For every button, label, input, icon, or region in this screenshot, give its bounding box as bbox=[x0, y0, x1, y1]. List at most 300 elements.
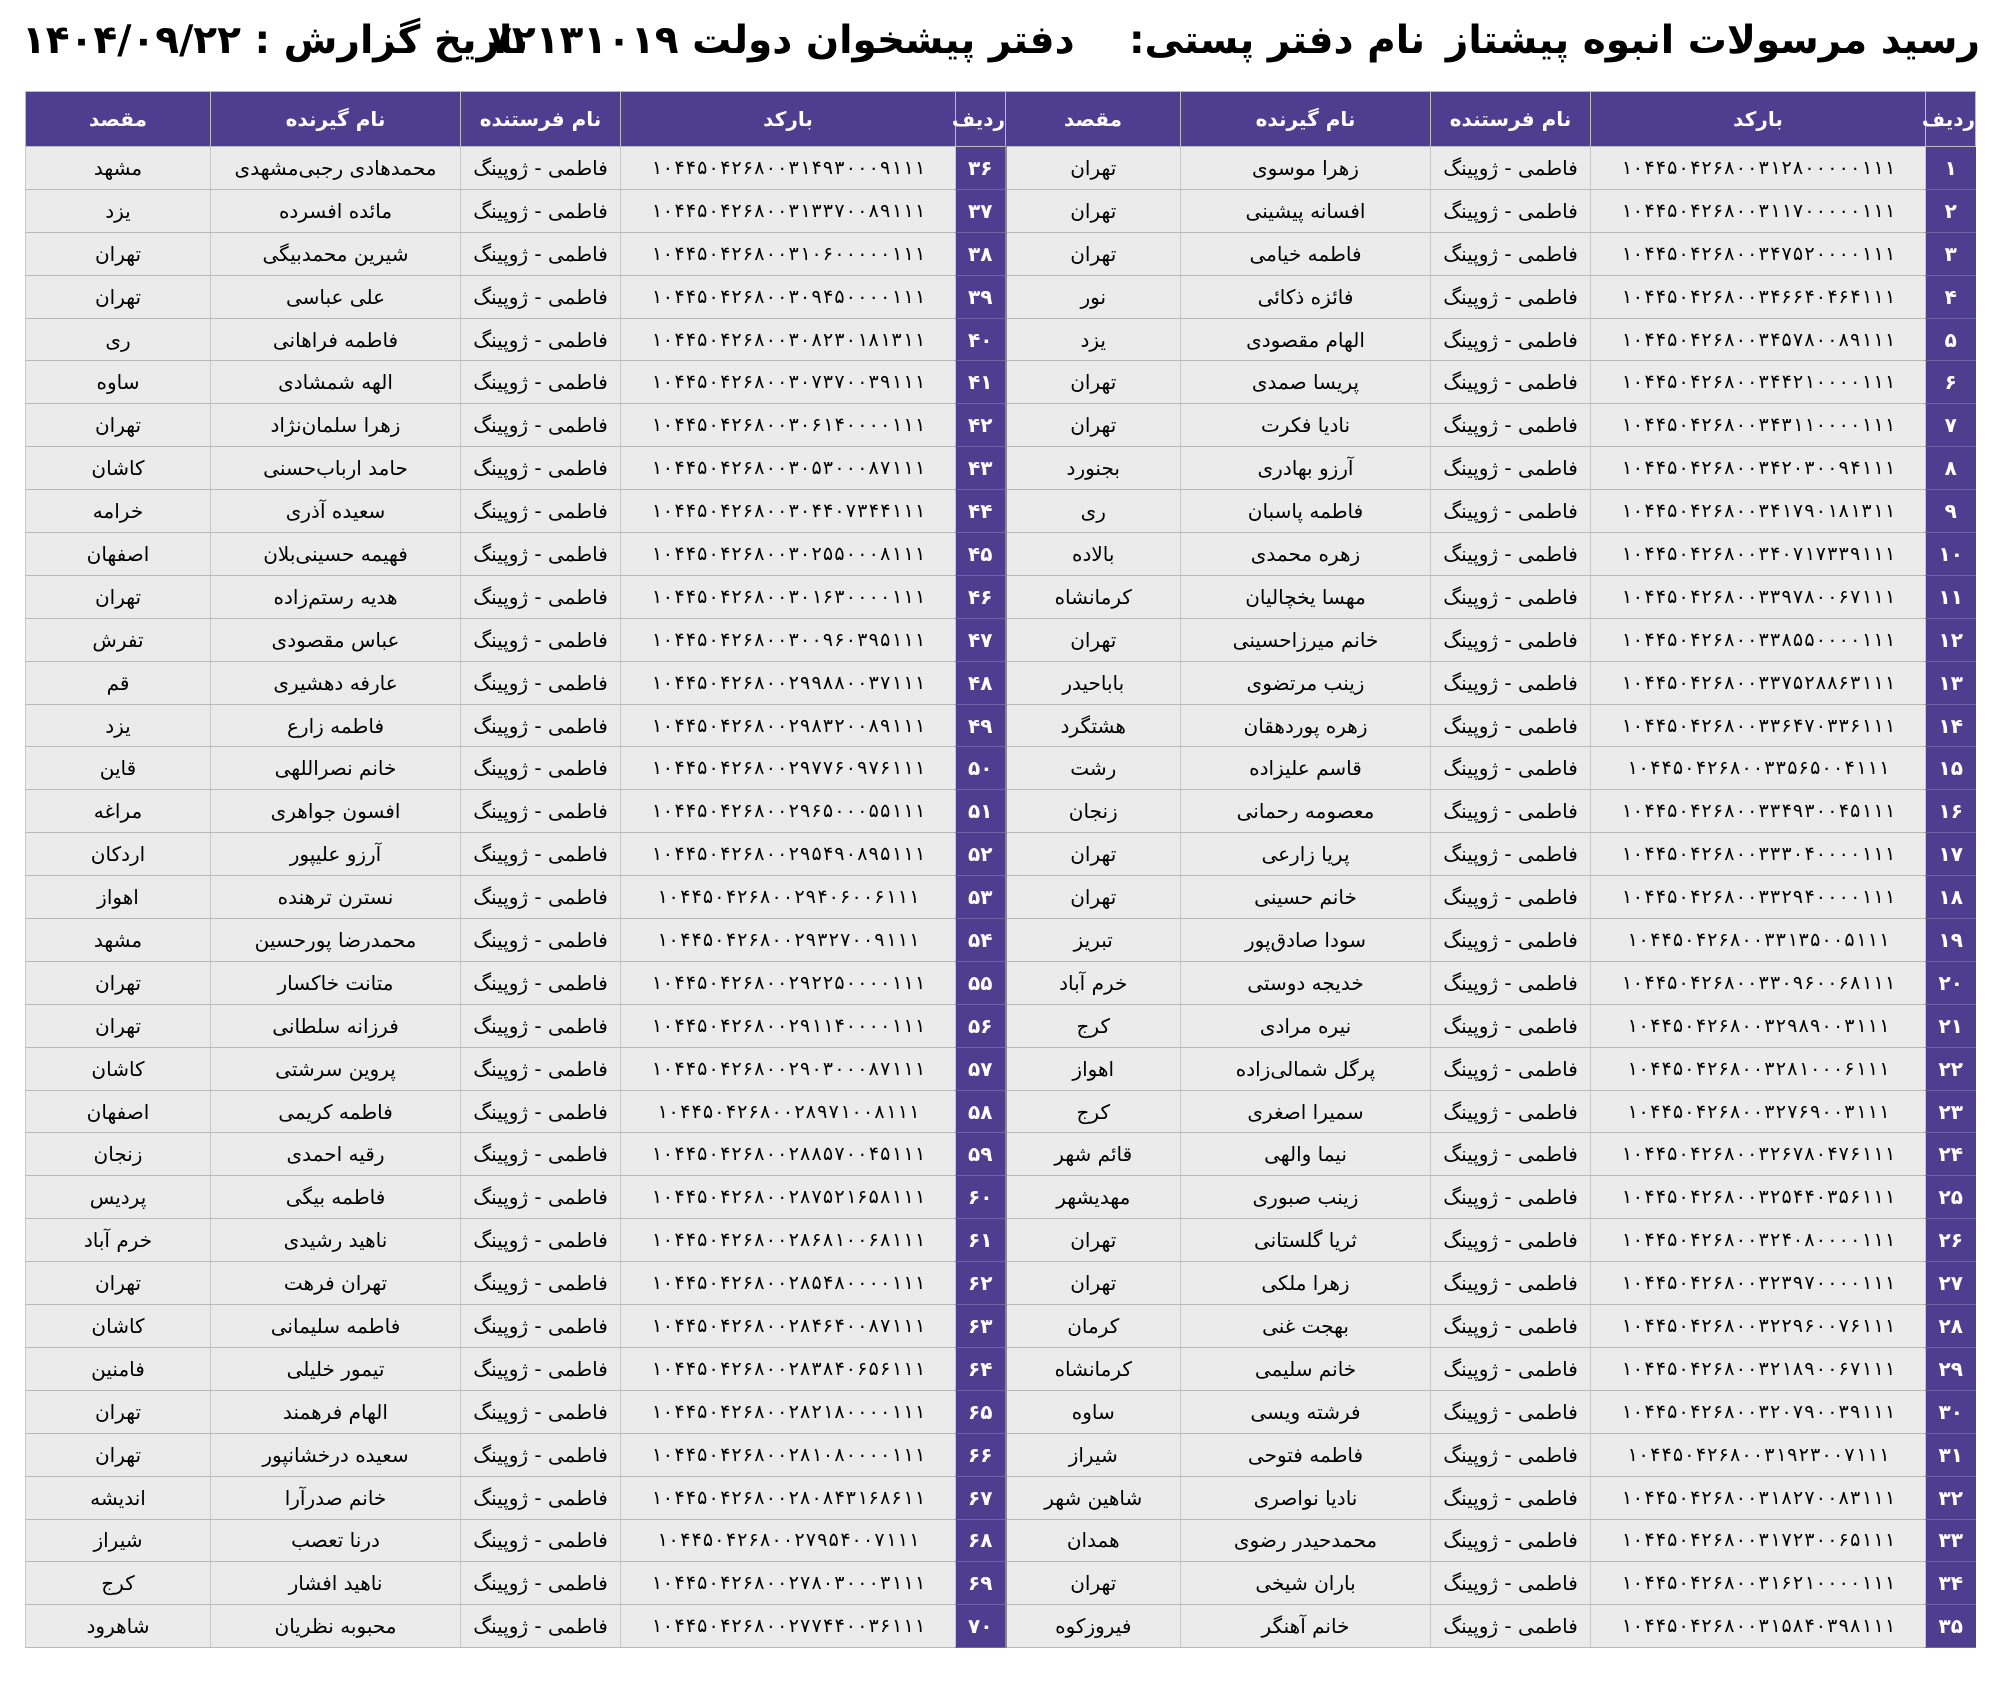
recipient-cell[interactable]: فاطمه خیامی bbox=[1181, 232, 1431, 275]
row-number-cell[interactable]: ۴۴ bbox=[956, 490, 1006, 533]
col-header-recipient-2[interactable]: نام گیرنده bbox=[211, 92, 461, 147]
destination-cell[interactable]: مشهد bbox=[26, 919, 211, 962]
row-number-cell[interactable]: ۲۴ bbox=[1926, 1133, 1976, 1176]
recipient-cell[interactable]: نادیا فکرت bbox=[1181, 404, 1431, 447]
barcode-cell[interactable]: ۱۰۴۴۵۰۴۲۶۸۰۰۳۴۶۶۴۰۴۶۴۱۱۱ bbox=[1591, 275, 1926, 318]
barcode-cell[interactable]: ۱۰۴۴۵۰۴۲۶۸۰۰۳۱۰۶۰۰۰۰۰۱۱۱ bbox=[621, 232, 956, 275]
recipient-cell[interactable]: فاطمه پاسبان bbox=[1181, 490, 1431, 533]
sender-cell[interactable]: فاطمی - ژوپینگ bbox=[461, 490, 621, 533]
recipient-cell[interactable]: درنا تعصب bbox=[211, 1519, 461, 1562]
destination-cell[interactable]: خرم آباد bbox=[1006, 961, 1181, 1004]
barcode-cell[interactable]: ۱۰۴۴۵۰۴۲۶۸۰۰۲۸۴۶۴۰۰۸۷۱۱۱ bbox=[621, 1305, 956, 1348]
destination-cell[interactable]: فامنین bbox=[26, 1347, 211, 1390]
destination-cell[interactable]: زنجان bbox=[1006, 790, 1181, 833]
barcode-cell[interactable]: ۱۰۴۴۵۰۴۲۶۸۰۰۳۰۲۵۵۰۰۰۸۱۱۱ bbox=[621, 533, 956, 576]
destination-cell[interactable]: تهران bbox=[1006, 618, 1181, 661]
destination-cell[interactable]: قم bbox=[26, 661, 211, 704]
sender-cell[interactable]: فاطمی - ژوپینگ bbox=[1431, 1133, 1591, 1176]
row-number-cell[interactable]: ۳۳ bbox=[1926, 1519, 1976, 1562]
barcode-cell[interactable]: ۱۰۴۴۵۰۴۲۶۸۰۰۲۹۴۰۶۰۰۶۱۱۱ bbox=[621, 876, 956, 919]
barcode-cell[interactable]: ۱۰۴۴۵۰۴۲۶۸۰۰۳۱۹۲۳۰۰۷۱۱۱ bbox=[1591, 1433, 1926, 1476]
sender-cell[interactable]: فاطمی - ژوپینگ bbox=[1431, 1605, 1591, 1648]
barcode-cell[interactable]: ۱۰۴۴۵۰۴۲۶۸۰۰۲۸۱۰۸۰۰۰۰۱۱۱ bbox=[621, 1433, 956, 1476]
destination-cell[interactable]: تهران bbox=[26, 1390, 211, 1433]
destination-cell[interactable]: شیراز bbox=[26, 1519, 211, 1562]
sender-cell[interactable]: فاطمی - ژوپینگ bbox=[461, 1047, 621, 1090]
destination-cell[interactable]: اصفهان bbox=[26, 1090, 211, 1133]
row-number-cell[interactable]: ۶۴ bbox=[956, 1347, 1006, 1390]
destination-cell[interactable]: کاشان bbox=[26, 447, 211, 490]
sender-cell[interactable]: فاطمی - ژوپینگ bbox=[461, 1219, 621, 1262]
recipient-cell[interactable]: سعیده آذری bbox=[211, 490, 461, 533]
row-number-cell[interactable]: ۱ bbox=[1926, 147, 1976, 190]
barcode-cell[interactable]: ۱۰۴۴۵۰۴۲۶۸۰۰۳۲۴۰۸۰۰۰۰۱۱۱ bbox=[1591, 1219, 1926, 1262]
col-header-destination-2[interactable]: مقصد bbox=[26, 92, 211, 147]
barcode-cell[interactable]: ۱۰۴۴۵۰۴۲۶۸۰۰۲۸۷۵۲۱۶۵۸۱۱۱ bbox=[621, 1176, 956, 1219]
destination-cell[interactable]: تهران bbox=[1006, 833, 1181, 876]
barcode-cell[interactable]: ۱۰۴۴۵۰۴۲۶۸۰۰۲۸۳۸۴۰۶۵۶۱۱۱ bbox=[621, 1347, 956, 1390]
destination-cell[interactable]: اندیشه bbox=[26, 1476, 211, 1519]
row-number-cell[interactable]: ۵۱ bbox=[956, 790, 1006, 833]
recipient-cell[interactable]: فائزه ذکائی bbox=[1181, 275, 1431, 318]
sender-cell[interactable]: فاطمی - ژوپینگ bbox=[1431, 1219, 1591, 1262]
row-number-cell[interactable]: ۸ bbox=[1926, 447, 1976, 490]
barcode-cell[interactable]: ۱۰۴۴۵۰۴۲۶۸۰۰۲۸۰۸۴۳۱۶۸۶۱۱ bbox=[621, 1476, 956, 1519]
barcode-cell[interactable]: ۱۰۴۴۵۰۴۲۶۸۰۰۳۳۲۹۴۰۰۰۰۱۱۱ bbox=[1591, 876, 1926, 919]
recipient-cell[interactable]: عباس مقصودی bbox=[211, 618, 461, 661]
destination-cell[interactable]: تهران bbox=[1006, 1262, 1181, 1305]
row-number-cell[interactable]: ۶۹ bbox=[956, 1562, 1006, 1605]
barcode-cell[interactable]: ۱۰۴۴۵۰۴۲۶۸۰۰۳۱۸۲۷۰۰۸۳۱۱۱ bbox=[1591, 1476, 1926, 1519]
sender-cell[interactable]: فاطمی - ژوپینگ bbox=[1431, 747, 1591, 790]
row-number-cell[interactable]: ۲۵ bbox=[1926, 1176, 1976, 1219]
barcode-cell[interactable]: ۱۰۴۴۵۰۴۲۶۸۰۰۳۳۷۵۲۸۸۶۳۱۱۱ bbox=[1591, 661, 1926, 704]
destination-cell[interactable]: قائم شهر bbox=[1006, 1133, 1181, 1176]
sender-cell[interactable]: فاطمی - ژوپینگ bbox=[1431, 490, 1591, 533]
recipient-cell[interactable]: سعیده درخشانپور bbox=[211, 1433, 461, 1476]
sender-cell[interactable]: فاطمی - ژوپینگ bbox=[461, 575, 621, 618]
row-number-cell[interactable]: ۳۶ bbox=[956, 147, 1006, 190]
recipient-cell[interactable]: فاطمه بیگی bbox=[211, 1176, 461, 1219]
recipient-cell[interactable]: پروین سرشتی bbox=[211, 1047, 461, 1090]
row-number-cell[interactable]: ۱۷ bbox=[1926, 833, 1976, 876]
recipient-cell[interactable]: تیمور خلیلی bbox=[211, 1347, 461, 1390]
destination-cell[interactable]: اصفهان bbox=[26, 533, 211, 576]
sender-cell[interactable]: فاطمی - ژوپینگ bbox=[1431, 447, 1591, 490]
row-number-cell[interactable]: ۱۴ bbox=[1926, 704, 1976, 747]
destination-cell[interactable]: کرمانشاه bbox=[1006, 1347, 1181, 1390]
sender-cell[interactable]: فاطمی - ژوپینگ bbox=[1431, 189, 1591, 232]
row-number-cell[interactable]: ۲۱ bbox=[1926, 1004, 1976, 1047]
row-number-cell[interactable]: ۴۹ bbox=[956, 704, 1006, 747]
recipient-cell[interactable]: ناهید رشیدی bbox=[211, 1219, 461, 1262]
row-number-cell[interactable]: ۵۲ bbox=[956, 833, 1006, 876]
recipient-cell[interactable]: علی عباسی bbox=[211, 275, 461, 318]
sender-cell[interactable]: فاطمی - ژوپینگ bbox=[1431, 1347, 1591, 1390]
sender-cell[interactable]: فاطمی - ژوپینگ bbox=[461, 1519, 621, 1562]
destination-cell[interactable]: اردکان bbox=[26, 833, 211, 876]
recipient-cell[interactable]: فاطمه زارع bbox=[211, 704, 461, 747]
recipient-cell[interactable]: زینب صبوری bbox=[1181, 1176, 1431, 1219]
barcode-cell[interactable]: ۱۰۴۴۵۰۴۲۶۸۰۰۳۳۸۵۵۰۰۰۰۱۱۱ bbox=[1591, 618, 1926, 661]
sender-cell[interactable]: فاطمی - ژوپینگ bbox=[461, 1305, 621, 1348]
row-number-cell[interactable]: ۷۰ bbox=[956, 1605, 1006, 1648]
sender-cell[interactable]: فاطمی - ژوپینگ bbox=[1431, 1090, 1591, 1133]
recipient-cell[interactable]: متانت خاکسار bbox=[211, 961, 461, 1004]
recipient-cell[interactable]: فاطمه کریمی bbox=[211, 1090, 461, 1133]
sender-cell[interactable]: فاطمی - ژوپینگ bbox=[461, 1562, 621, 1605]
destination-cell[interactable]: یزد bbox=[26, 189, 211, 232]
barcode-cell[interactable]: ۱۰۴۴۵۰۴۲۶۸۰۰۲۸۲۱۸۰۰۰۰۱۱۱ bbox=[621, 1390, 956, 1433]
recipient-cell[interactable]: فرشته ویسی bbox=[1181, 1390, 1431, 1433]
sender-cell[interactable]: فاطمی - ژوپینگ bbox=[1431, 404, 1591, 447]
destination-cell[interactable]: ری bbox=[26, 318, 211, 361]
destination-cell[interactable]: تهران bbox=[1006, 147, 1181, 190]
destination-cell[interactable]: تبریز bbox=[1006, 919, 1181, 962]
barcode-cell[interactable]: ۱۰۴۴۵۰۴۲۶۸۰۰۳۲۱۸۹۰۰۶۷۱۱۱ bbox=[1591, 1347, 1926, 1390]
recipient-cell[interactable]: قاسم علیزاده bbox=[1181, 747, 1431, 790]
recipient-cell[interactable]: فرزانه سلطانی bbox=[211, 1004, 461, 1047]
recipient-cell[interactable]: تهران فرهت bbox=[211, 1262, 461, 1305]
barcode-cell[interactable]: ۱۰۴۴۵۰۴۲۶۸۰۰۳۴۳۱۱۰۰۰۰۱۱۱ bbox=[1591, 404, 1926, 447]
barcode-cell[interactable]: ۱۰۴۴۵۰۴۲۶۸۰۰۲۹۵۴۹۰۸۹۵۱۱۱ bbox=[621, 833, 956, 876]
row-number-cell[interactable]: ۶۸ bbox=[956, 1519, 1006, 1562]
barcode-cell[interactable]: ۱۰۴۴۵۰۴۲۶۸۰۰۳۰۱۶۳۰۰۰۰۱۱۱ bbox=[621, 575, 956, 618]
barcode-cell[interactable]: ۱۰۴۴۵۰۴۲۶۸۰۰۳۱۲۸۰۰۰۰۰۱۱۱ bbox=[1591, 147, 1926, 190]
recipient-cell[interactable]: خانم میرزاحسینی bbox=[1181, 618, 1431, 661]
recipient-cell[interactable]: باران شیخی bbox=[1181, 1562, 1431, 1605]
destination-cell[interactable]: تفرش bbox=[26, 618, 211, 661]
recipient-cell[interactable]: پریسا صمدی bbox=[1181, 361, 1431, 404]
destination-cell[interactable]: فیروزکوه bbox=[1006, 1605, 1181, 1648]
destination-cell[interactable]: کرج bbox=[26, 1562, 211, 1605]
row-number-cell[interactable]: ۴۰ bbox=[956, 318, 1006, 361]
sender-cell[interactable]: فاطمی - ژوپینگ bbox=[1431, 318, 1591, 361]
sender-cell[interactable]: فاطمی - ژوپینگ bbox=[461, 1476, 621, 1519]
destination-cell[interactable]: رشت bbox=[1006, 747, 1181, 790]
sender-cell[interactable]: فاطمی - ژوپینگ bbox=[461, 876, 621, 919]
row-number-cell[interactable]: ۴۸ bbox=[956, 661, 1006, 704]
row-number-cell[interactable]: ۲۸ bbox=[1926, 1305, 1976, 1348]
sender-cell[interactable]: فاطمی - ژوپینگ bbox=[461, 618, 621, 661]
sender-cell[interactable]: فاطمی - ژوپینگ bbox=[1431, 1390, 1591, 1433]
sender-cell[interactable]: فاطمی - ژوپینگ bbox=[461, 704, 621, 747]
barcode-cell[interactable]: ۱۰۴۴۵۰۴۲۶۸۰۰۲۸۵۴۸۰۰۰۰۱۱۱ bbox=[621, 1262, 956, 1305]
barcode-cell[interactable]: ۱۰۴۴۵۰۴۲۶۸۰۰۳۰۷۳۷۰۰۳۹۱۱۱ bbox=[621, 361, 956, 404]
sender-cell[interactable]: فاطمی - ژوپینگ bbox=[1431, 1305, 1591, 1348]
barcode-cell[interactable]: ۱۰۴۴۵۰۴۲۶۸۰۰۳۱۱۷۰۰۰۰۰۱۱۱ bbox=[1591, 189, 1926, 232]
recipient-cell[interactable]: حامد ارباب‌حسنی bbox=[211, 447, 461, 490]
barcode-cell[interactable]: ۱۰۴۴۵۰۴۲۶۸۰۰۳۱۳۳۷۰۰۸۹۱۱۱ bbox=[621, 189, 956, 232]
sender-cell[interactable]: فاطمی - ژوپینگ bbox=[461, 404, 621, 447]
barcode-cell[interactable]: ۱۰۴۴۵۰۴۲۶۸۰۰۳۳۵۶۵۰۰۴۱۱۱ bbox=[1591, 747, 1926, 790]
row-number-cell[interactable]: ۳۵ bbox=[1926, 1605, 1976, 1648]
row-number-cell[interactable]: ۳۴ bbox=[1926, 1562, 1976, 1605]
row-number-cell[interactable]: ۵۵ bbox=[956, 961, 1006, 1004]
sender-cell[interactable]: فاطمی - ژوپینگ bbox=[461, 147, 621, 190]
barcode-cell[interactable]: ۱۰۴۴۵۰۴۲۶۸۰۰۳۳۳۰۴۰۰۰۰۱۱۱ bbox=[1591, 833, 1926, 876]
row-number-cell[interactable]: ۵۸ bbox=[956, 1090, 1006, 1133]
row-number-cell[interactable]: ۷ bbox=[1926, 404, 1976, 447]
destination-cell[interactable]: کرمان bbox=[1006, 1305, 1181, 1348]
sender-cell[interactable]: فاطمی - ژوپینگ bbox=[1431, 876, 1591, 919]
col-header-barcode[interactable]: بارکد bbox=[1591, 92, 1926, 147]
recipient-cell[interactable]: پرگل شمالی‌زاده bbox=[1181, 1047, 1431, 1090]
recipient-cell[interactable]: محمدحیدر رضوی bbox=[1181, 1519, 1431, 1562]
destination-cell[interactable]: مراغه bbox=[26, 790, 211, 833]
recipient-cell[interactable]: افسانه پیشینی bbox=[1181, 189, 1431, 232]
sender-cell[interactable]: فاطمی - ژوپینگ bbox=[1431, 533, 1591, 576]
recipient-cell[interactable]: نادیا نواصری bbox=[1181, 1476, 1431, 1519]
row-number-cell[interactable]: ۱۰ bbox=[1926, 533, 1976, 576]
destination-cell[interactable]: تهران bbox=[26, 575, 211, 618]
barcode-cell[interactable]: ۱۰۴۴۵۰۴۲۶۸۰۰۳۲۳۹۷۰۰۰۰۱۱۱ bbox=[1591, 1262, 1926, 1305]
destination-cell[interactable]: کرج bbox=[1006, 1090, 1181, 1133]
sender-cell[interactable]: فاطمی - ژوپینگ bbox=[1431, 704, 1591, 747]
recipient-cell[interactable]: آرزو علیپور bbox=[211, 833, 461, 876]
col-header-barcode-2[interactable]: بارکد bbox=[621, 92, 956, 147]
barcode-cell[interactable]: ۱۰۴۴۵۰۴۲۶۸۰۰۳۲۵۴۴۰۳۵۶۱۱۱ bbox=[1591, 1176, 1926, 1219]
sender-cell[interactable]: فاطمی - ژوپینگ bbox=[461, 275, 621, 318]
barcode-cell[interactable]: ۱۰۴۴۵۰۴۲۶۸۰۰۳۳۴۹۳۰۰۴۵۱۱۱ bbox=[1591, 790, 1926, 833]
recipient-cell[interactable]: پریا زارعی bbox=[1181, 833, 1431, 876]
barcode-cell[interactable]: ۱۰۴۴۵۰۴۲۶۸۰۰۲۸۹۷۱۰۰۸۱۱۱ bbox=[621, 1090, 956, 1133]
recipient-cell[interactable]: محبوبه نظریان bbox=[211, 1605, 461, 1648]
sender-cell[interactable]: فاطمی - ژوپینگ bbox=[461, 1262, 621, 1305]
barcode-cell[interactable]: ۱۰۴۴۵۰۴۲۶۸۰۰۳۰۶۱۴۰۰۰۰۱۱۱ bbox=[621, 404, 956, 447]
barcode-cell[interactable]: ۱۰۴۴۵۰۴۲۶۸۰۰۲۹۰۳۰۰۰۸۷۱۱۱ bbox=[621, 1047, 956, 1090]
recipient-cell[interactable]: افسون جواهری bbox=[211, 790, 461, 833]
col-header-sender[interactable]: نام فرستنده bbox=[1431, 92, 1591, 147]
destination-cell[interactable]: تهران bbox=[1006, 1562, 1181, 1605]
sender-cell[interactable]: فاطمی - ژوپینگ bbox=[461, 833, 621, 876]
sender-cell[interactable]: فاطمی - ژوپینگ bbox=[1431, 790, 1591, 833]
destination-cell[interactable]: کاشان bbox=[26, 1047, 211, 1090]
row-number-cell[interactable]: ۲۶ bbox=[1926, 1219, 1976, 1262]
row-number-cell[interactable]: ۴۷ bbox=[956, 618, 1006, 661]
row-number-cell[interactable]: ۶۶ bbox=[956, 1433, 1006, 1476]
barcode-cell[interactable]: ۱۰۴۴۵۰۴۲۶۸۰۰۲۹۲۲۵۰۰۰۰۱۱۱ bbox=[621, 961, 956, 1004]
barcode-cell[interactable]: ۱۰۴۴۵۰۴۲۶۸۰۰۳۰۰۹۶۰۳۹۵۱۱۱ bbox=[621, 618, 956, 661]
sender-cell[interactable]: فاطمی - ژوپینگ bbox=[461, 318, 621, 361]
sender-cell[interactable]: فاطمی - ژوپینگ bbox=[461, 533, 621, 576]
sender-cell[interactable]: فاطمی - ژوپینگ bbox=[1431, 1519, 1591, 1562]
destination-cell[interactable]: همدان bbox=[1006, 1519, 1181, 1562]
recipient-cell[interactable]: فاطمه سلیمانی bbox=[211, 1305, 461, 1348]
recipient-cell[interactable]: زینب مرتضوی bbox=[1181, 661, 1431, 704]
row-number-cell[interactable]: ۵۰ bbox=[956, 747, 1006, 790]
destination-cell[interactable]: تهران bbox=[26, 961, 211, 1004]
row-number-cell[interactable]: ۶۲ bbox=[956, 1262, 1006, 1305]
row-number-cell[interactable]: ۲ bbox=[1926, 189, 1976, 232]
barcode-cell[interactable]: ۱۰۴۴۵۰۴۲۶۸۰۰۳۰۹۴۵۰۰۰۰۱۱۱ bbox=[621, 275, 956, 318]
sender-cell[interactable]: فاطمی - ژوپینگ bbox=[461, 919, 621, 962]
recipient-cell[interactable]: ناهید افشار bbox=[211, 1562, 461, 1605]
row-number-cell[interactable]: ۵ bbox=[1926, 318, 1976, 361]
barcode-cell[interactable]: ۱۰۴۴۵۰۴۲۶۸۰۰۳۴۴۲۱۰۰۰۰۱۱۱ bbox=[1591, 361, 1926, 404]
row-number-cell[interactable]: ۳۰ bbox=[1926, 1390, 1976, 1433]
recipient-cell[interactable]: سودا صادق‌پور bbox=[1181, 919, 1431, 962]
sender-cell[interactable]: فاطمی - ژوپینگ bbox=[1431, 232, 1591, 275]
row-number-cell[interactable]: ۲۰ bbox=[1926, 961, 1976, 1004]
barcode-cell[interactable]: ۱۰۴۴۵۰۴۲۶۸۰۰۳۳۰۹۶۰۰۶۸۱۱۱ bbox=[1591, 961, 1926, 1004]
destination-cell[interactable]: تهران bbox=[1006, 1219, 1181, 1262]
row-number-cell[interactable]: ۱۲ bbox=[1926, 618, 1976, 661]
row-number-cell[interactable]: ۵۷ bbox=[956, 1047, 1006, 1090]
sender-cell[interactable]: فاطمی - ژوپینگ bbox=[461, 790, 621, 833]
barcode-cell[interactable]: ۱۰۴۴۵۰۴۲۶۸۰۰۲۹۸۳۲۰۰۸۹۱۱۱ bbox=[621, 704, 956, 747]
recipient-cell[interactable]: مائده افسرده bbox=[211, 189, 461, 232]
barcode-cell[interactable]: ۱۰۴۴۵۰۴۲۶۸۰۰۲۷۸۰۳۰۰۰۳۱۱۱ bbox=[621, 1562, 956, 1605]
row-number-cell[interactable]: ۲۲ bbox=[1926, 1047, 1976, 1090]
destination-cell[interactable]: تهران bbox=[1006, 404, 1181, 447]
destination-cell[interactable]: مهدیشهر bbox=[1006, 1176, 1181, 1219]
row-number-cell[interactable]: ۲۳ bbox=[1926, 1090, 1976, 1133]
sender-cell[interactable]: فاطمی - ژوپینگ bbox=[1431, 1176, 1591, 1219]
recipient-cell[interactable]: نیره مرادی bbox=[1181, 1004, 1431, 1047]
recipient-cell[interactable]: بهجت غنی bbox=[1181, 1305, 1431, 1348]
recipient-cell[interactable]: الهام مقصودی bbox=[1181, 318, 1431, 361]
barcode-cell[interactable]: ۱۰۴۴۵۰۴۲۶۸۰۰۳۴۱۷۹۰۱۸۱۳۱۱ bbox=[1591, 490, 1926, 533]
barcode-cell[interactable]: ۱۰۴۴۵۰۴۲۶۸۰۰۲۸۶۸۱۰۰۶۸۱۱۱ bbox=[621, 1219, 956, 1262]
recipient-cell[interactable]: رقیه احمدی bbox=[211, 1133, 461, 1176]
row-number-cell[interactable]: ۴۵ bbox=[956, 533, 1006, 576]
destination-cell[interactable]: هشتگرد bbox=[1006, 704, 1181, 747]
sender-cell[interactable]: فاطمی - ژوپینگ bbox=[461, 1176, 621, 1219]
sender-cell[interactable]: فاطمی - ژوپینگ bbox=[461, 747, 621, 790]
row-number-cell[interactable]: ۴۲ bbox=[956, 404, 1006, 447]
destination-cell[interactable]: یزد bbox=[26, 704, 211, 747]
destination-cell[interactable]: قاین bbox=[26, 747, 211, 790]
row-number-cell[interactable]: ۳۲ bbox=[1926, 1476, 1976, 1519]
barcode-cell[interactable]: ۱۰۴۴۵۰۴۲۶۸۰۰۳۲۲۹۶۰۰۷۶۱۱۱ bbox=[1591, 1305, 1926, 1348]
destination-cell[interactable]: شیراز bbox=[1006, 1433, 1181, 1476]
row-number-cell[interactable]: ۱۹ bbox=[1926, 919, 1976, 962]
destination-cell[interactable]: شاهین شهر bbox=[1006, 1476, 1181, 1519]
row-number-cell[interactable]: ۴۱ bbox=[956, 361, 1006, 404]
destination-cell[interactable]: ساوه bbox=[26, 361, 211, 404]
sender-cell[interactable]: فاطمی - ژوپینگ bbox=[1431, 919, 1591, 962]
barcode-cell[interactable]: ۱۰۴۴۵۰۴۲۶۸۰۰۳۴۰۷۱۷۳۳۹۱۱۱ bbox=[1591, 533, 1926, 576]
destination-cell[interactable]: باباحیدر bbox=[1006, 661, 1181, 704]
sender-cell[interactable]: فاطمی - ژوپینگ bbox=[461, 1090, 621, 1133]
col-header-sender-2[interactable]: نام فرستنده bbox=[461, 92, 621, 147]
barcode-cell[interactable]: ۱۰۴۴۵۰۴۲۶۸۰۰۳۳۱۳۵۰۰۵۱۱۱ bbox=[1591, 919, 1926, 962]
row-number-cell[interactable]: ۳۹ bbox=[956, 275, 1006, 318]
row-number-cell[interactable]: ۳ bbox=[1926, 232, 1976, 275]
sender-cell[interactable]: فاطمی - ژوپینگ bbox=[1431, 147, 1591, 190]
col-header-row-number-2[interactable]: ردیف bbox=[956, 92, 1006, 147]
destination-cell[interactable]: یزد bbox=[1006, 318, 1181, 361]
destination-cell[interactable]: بجنورد bbox=[1006, 447, 1181, 490]
recipient-cell[interactable]: عارفه دهشیری bbox=[211, 661, 461, 704]
sender-cell[interactable]: فاطمی - ژوپینگ bbox=[461, 1004, 621, 1047]
row-number-cell[interactable]: ۴ bbox=[1926, 275, 1976, 318]
sender-cell[interactable]: فاطمی - ژوپینگ bbox=[1431, 1047, 1591, 1090]
sender-cell[interactable]: فاطمی - ژوپینگ bbox=[1431, 661, 1591, 704]
sender-cell[interactable]: فاطمی - ژوپینگ bbox=[1431, 1262, 1591, 1305]
sender-cell[interactable]: فاطمی - ژوپینگ bbox=[461, 232, 621, 275]
destination-cell[interactable]: تهران bbox=[26, 232, 211, 275]
destination-cell[interactable]: شاهرود bbox=[26, 1605, 211, 1648]
destination-cell[interactable]: پردیس bbox=[26, 1176, 211, 1219]
destination-cell[interactable]: تهران bbox=[26, 275, 211, 318]
row-number-cell[interactable]: ۶۳ bbox=[956, 1305, 1006, 1348]
recipient-cell[interactable]: فاطمه فراهانی bbox=[211, 318, 461, 361]
barcode-cell[interactable]: ۱۰۴۴۵۰۴۲۶۸۰۰۳۳۹۷۸۰۰۶۷۱۱۱ bbox=[1591, 575, 1926, 618]
destination-cell[interactable]: تهران bbox=[26, 1262, 211, 1305]
destination-cell[interactable]: اهواز bbox=[26, 876, 211, 919]
sender-cell[interactable]: فاطمی - ژوپینگ bbox=[461, 1605, 621, 1648]
row-number-cell[interactable]: ۵۶ bbox=[956, 1004, 1006, 1047]
barcode-cell[interactable]: ۱۰۴۴۵۰۴۲۶۸۰۰۲۹۳۲۷۰۰۹۱۱۱ bbox=[621, 919, 956, 962]
recipient-cell[interactable]: خدیجه دوستی bbox=[1181, 961, 1431, 1004]
recipient-cell[interactable]: ثریا گلستانی bbox=[1181, 1219, 1431, 1262]
barcode-cell[interactable]: ۱۰۴۴۵۰۴۲۶۸۰۰۲۷۷۴۴۰۰۳۶۱۱۱ bbox=[621, 1605, 956, 1648]
recipient-cell[interactable]: فهیمه حسینی‌بلان bbox=[211, 533, 461, 576]
sender-cell[interactable]: فاطمی - ژوپینگ bbox=[1431, 618, 1591, 661]
destination-cell[interactable]: اهواز bbox=[1006, 1047, 1181, 1090]
recipient-cell[interactable]: خانم آهنگر bbox=[1181, 1605, 1431, 1648]
row-number-cell[interactable]: ۳۷ bbox=[956, 189, 1006, 232]
sender-cell[interactable]: فاطمی - ژوپینگ bbox=[1431, 575, 1591, 618]
barcode-cell[interactable]: ۱۰۴۴۵۰۴۲۶۸۰۰۳۳۶۴۷۰۳۳۶۱۱۱ bbox=[1591, 704, 1926, 747]
destination-cell[interactable]: تهران bbox=[1006, 876, 1181, 919]
sender-cell[interactable]: فاطمی - ژوپینگ bbox=[461, 961, 621, 1004]
recipient-cell[interactable]: سمیرا اصغری bbox=[1181, 1090, 1431, 1133]
barcode-cell[interactable]: ۱۰۴۴۵۰۴۲۶۸۰۰۳۱۶۲۱۰۰۰۰۱۱۱ bbox=[1591, 1562, 1926, 1605]
sender-cell[interactable]: فاطمی - ژوپینگ bbox=[1431, 1004, 1591, 1047]
row-number-cell[interactable]: ۱۳ bbox=[1926, 661, 1976, 704]
row-number-cell[interactable]: ۶۱ bbox=[956, 1219, 1006, 1262]
destination-cell[interactable]: کرج bbox=[1006, 1004, 1181, 1047]
destination-cell[interactable]: کرمانشاه bbox=[1006, 575, 1181, 618]
destination-cell[interactable]: تهران bbox=[1006, 232, 1181, 275]
barcode-cell[interactable]: ۱۰۴۴۵۰۴۲۶۸۰۰۳۲۷۶۹۰۰۳۱۱۱ bbox=[1591, 1090, 1926, 1133]
recipient-cell[interactable]: آرزو بهادری bbox=[1181, 447, 1431, 490]
sender-cell[interactable]: فاطمی - ژوپینگ bbox=[1431, 361, 1591, 404]
sender-cell[interactable]: فاطمی - ژوپینگ bbox=[1431, 961, 1591, 1004]
sender-cell[interactable]: فاطمی - ژوپینگ bbox=[1431, 1562, 1591, 1605]
destination-cell[interactable]: ساوه bbox=[1006, 1390, 1181, 1433]
barcode-cell[interactable]: ۱۰۴۴۵۰۴۲۶۸۰۰۳۲۸۱۰۰۰۶۱۱۱ bbox=[1591, 1047, 1926, 1090]
row-number-cell[interactable]: ۱۸ bbox=[1926, 876, 1976, 919]
row-number-cell[interactable]: ۹ bbox=[1926, 490, 1976, 533]
barcode-cell[interactable]: ۱۰۴۴۵۰۴۲۶۸۰۰۳۴۲۰۳۰۰۹۴۱۱۱ bbox=[1591, 447, 1926, 490]
destination-cell[interactable]: ری bbox=[1006, 490, 1181, 533]
recipient-cell[interactable]: خانم حسینی bbox=[1181, 876, 1431, 919]
row-number-cell[interactable]: ۶ bbox=[1926, 361, 1976, 404]
barcode-cell[interactable]: ۱۰۴۴۵۰۴۲۶۸۰۰۲۹۶۵۰۰۰۵۵۱۱۱ bbox=[621, 790, 956, 833]
recipient-cell[interactable]: خانم سلیمی bbox=[1181, 1347, 1431, 1390]
barcode-cell[interactable]: ۱۰۴۴۵۰۴۲۶۸۰۰۲۹۷۷۶۰۹۷۶۱۱۱ bbox=[621, 747, 956, 790]
recipient-cell[interactable]: خانم صدرآرا bbox=[211, 1476, 461, 1519]
barcode-cell[interactable]: ۱۰۴۴۵۰۴۲۶۸۰۰۳۴۵۷۸۰۰۸۹۱۱۱ bbox=[1591, 318, 1926, 361]
col-header-row-number[interactable]: ردیف bbox=[1926, 92, 1976, 147]
barcode-cell[interactable]: ۱۰۴۴۵۰۴۲۶۸۰۰۳۰۸۲۳۰۱۸۱۳۱۱ bbox=[621, 318, 956, 361]
recipient-cell[interactable]: مهسا یخچالیان bbox=[1181, 575, 1431, 618]
destination-cell[interactable]: مشهد bbox=[26, 147, 211, 190]
sender-cell[interactable]: فاطمی - ژوپینگ bbox=[1431, 1433, 1591, 1476]
barcode-cell[interactable]: ۱۰۴۴۵۰۴۲۶۸۰۰۲۷۹۵۴۰۰۷۱۱۱ bbox=[621, 1519, 956, 1562]
destination-cell[interactable]: کاشان bbox=[26, 1305, 211, 1348]
row-number-cell[interactable]: ۶۷ bbox=[956, 1476, 1006, 1519]
destination-cell[interactable]: تهران bbox=[1006, 361, 1181, 404]
sender-cell[interactable]: فاطمی - ژوپینگ bbox=[461, 661, 621, 704]
row-number-cell[interactable]: ۴۶ bbox=[956, 575, 1006, 618]
destination-cell[interactable]: زنجان bbox=[26, 1133, 211, 1176]
destination-cell[interactable]: تهران bbox=[26, 1433, 211, 1476]
